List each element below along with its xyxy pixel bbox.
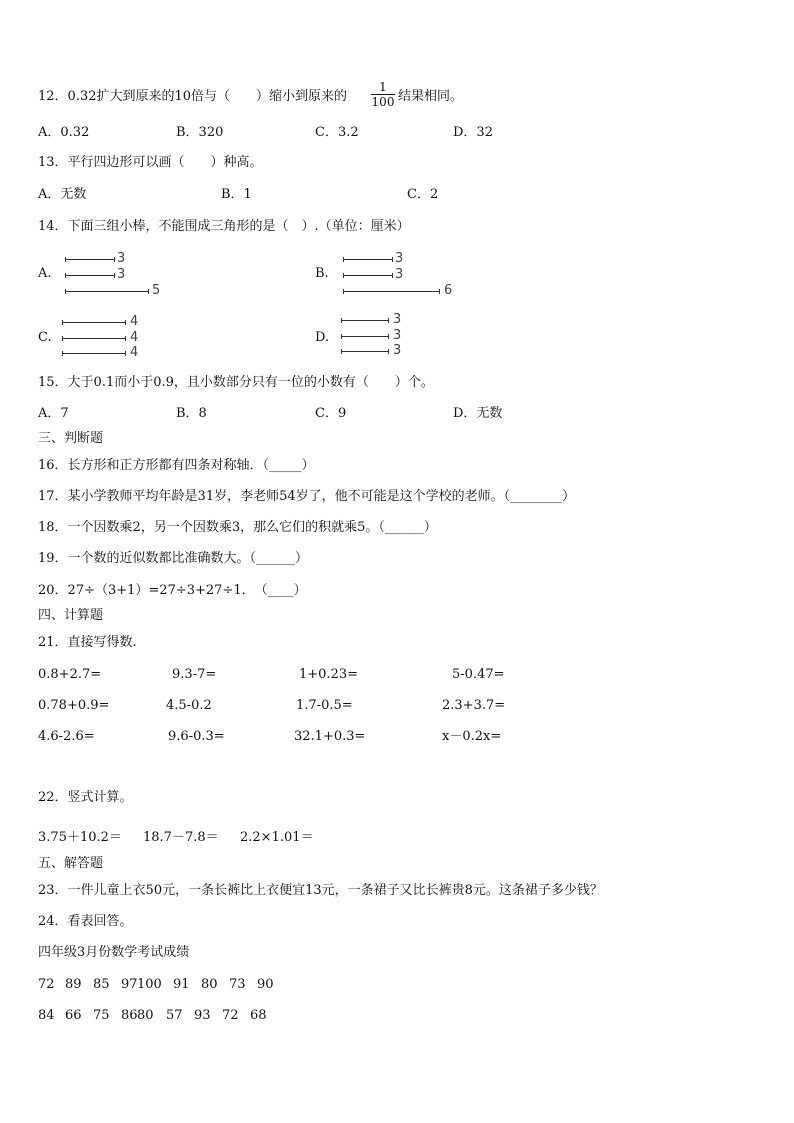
q12-frac-numerator: 1: [379, 80, 387, 94]
calc-item: 2.3+3.7=: [442, 698, 506, 713]
calc-item: 0.8+2.7=: [38, 667, 102, 682]
calc-item: 1+0.23=: [299, 667, 359, 682]
stick: [65, 275, 115, 276]
stick-length-label: 3: [395, 267, 404, 282]
q12-option-c: C．3.2: [315, 125, 359, 140]
calc-item: 32.1+0.3=: [294, 729, 366, 744]
question-16: 16．长方形和正方形都有四条对称轴．（_____）: [38, 458, 315, 473]
q15-option-b: B．8: [176, 406, 207, 421]
stick-length-label: 4: [130, 330, 139, 345]
q14-option-b-label: B.: [315, 266, 329, 281]
q12-option-b: B．320: [176, 125, 224, 140]
stick-length-label: 6: [444, 283, 453, 298]
score: 90: [257, 977, 274, 992]
score: 89: [65, 977, 82, 992]
score: 72: [222, 1008, 239, 1023]
vertical-calc-item: 3.75＋10.2＝: [38, 830, 122, 845]
question-20: 20．27÷（3+1）=27÷3+27÷1． （____）: [38, 583, 307, 598]
calc-item: 4.6-2.6=: [38, 729, 95, 744]
stick: [62, 322, 126, 323]
section-heading-calculation: 四、计算题: [38, 608, 104, 623]
stick: [62, 338, 126, 339]
question-24-stem: 24．看表回答。: [38, 914, 133, 929]
question-12-stem: [38, 88, 347, 106]
question-19: 19．一个数的近似数都比准确数大。（______）: [38, 551, 309, 566]
calc-item: x－0.2x=: [442, 729, 502, 744]
stick: [62, 353, 126, 354]
score: 75: [93, 1008, 110, 1023]
question-23: 23．一件儿童上衣50元，一条长裤比上衣便宜13元，一条裙子又比长裤贵8元。这条裙子多少钱？: [38, 883, 603, 898]
calc-item: 4.5-0.2: [166, 698, 212, 713]
stick-length-label: 4: [130, 345, 139, 360]
q12-stem-a: 12．0.32扩大到原来的10倍与（ ）缩小到原来的: [38, 89, 348, 104]
question-18: 18．一个因数乘2，另一个因数乘3，那么它们的积就乘5。（______）: [38, 520, 437, 535]
q15-option-d: D．无数: [453, 406, 503, 421]
score: 91: [173, 977, 190, 992]
score: 57: [166, 1008, 183, 1023]
q14-option-a-label: A.: [38, 266, 52, 281]
stick-length-label: 3: [117, 251, 126, 266]
calc-item: 1.7-0.5=: [296, 698, 353, 713]
q12-fraction: [371, 80, 395, 109]
q15-option-a: A．7: [38, 406, 69, 421]
score-table-title: 四年级3月份数学考试成绩: [38, 945, 190, 960]
score: 80: [137, 1008, 154, 1023]
score: 84: [38, 1008, 55, 1023]
stick-length-label: 3: [393, 312, 402, 327]
stick: [343, 275, 393, 276]
score: 72: [38, 977, 55, 992]
score: 86: [121, 1008, 138, 1023]
question-14-stem: 14．下面三组小棒，不能围成三角形的是（ ）.（单位：厘米）: [38, 219, 410, 234]
question-21-stem: 21．直接写得数.: [38, 635, 137, 650]
q13-option-b: B．1: [221, 187, 252, 202]
score: 100: [137, 977, 162, 992]
q14-option-d-label: D.: [315, 330, 330, 345]
stick-length-label: 3: [117, 267, 126, 282]
calc-item: 0.78+0.9=: [38, 698, 110, 713]
score: 97: [121, 977, 138, 992]
calc-item: 5-0.47=: [452, 667, 505, 682]
q12-frac-denominator: 100: [371, 95, 395, 109]
vertical-calc-item: 2.2×1.01＝: [240, 830, 314, 845]
question-22-stem: 22．竖式计算。: [38, 790, 133, 805]
calc-item: 9.6-0.3=: [168, 729, 225, 744]
question-17: 17．某小学教师平均年龄是31岁，李老师54岁了，他不可能是这个学校的老师。（________）: [38, 489, 576, 504]
q13-option-c: C．2: [407, 187, 439, 202]
section-heading-judgement: 三、判断题: [38, 431, 104, 446]
stick: [65, 259, 115, 260]
stick-length-label: 3: [393, 343, 402, 358]
calc-item: 9.3-7=: [172, 667, 217, 682]
stick-length-label: 3: [393, 328, 402, 343]
stick: [343, 259, 393, 260]
score: 73: [229, 977, 246, 992]
stick: [343, 291, 440, 292]
stick: [65, 291, 149, 292]
question-13-stem: 13．平行四边形可以画（ ）种高。: [38, 155, 263, 170]
q13-option-a: A．无数: [38, 187, 87, 202]
q12-option-a: A．0.32: [38, 125, 90, 140]
score: 93: [194, 1008, 211, 1023]
stick: [341, 336, 389, 337]
q12-stem-b: 结果相同。: [398, 89, 464, 104]
score: 68: [250, 1008, 267, 1023]
score: 66: [65, 1008, 82, 1023]
vertical-calc-item: 18.7－7.8＝: [143, 830, 219, 845]
q14-option-c-label: C.: [38, 330, 52, 345]
stick-length-label: 3: [395, 251, 404, 266]
score: 85: [93, 977, 110, 992]
stick: [341, 351, 389, 352]
stick: [341, 320, 389, 321]
q15-option-c: C．9: [315, 406, 347, 421]
stick-length-label: 4: [130, 314, 139, 329]
section-heading-word-problems: 五、解答题: [38, 856, 104, 871]
q12-option-d: D．32: [453, 125, 493, 140]
score: 80: [201, 977, 218, 992]
question-15-stem: 15．大于0.1而小于0.9，且小数部分只有一位的小数有（ ）个。: [38, 375, 434, 390]
stick-length-label: 5: [152, 283, 161, 298]
